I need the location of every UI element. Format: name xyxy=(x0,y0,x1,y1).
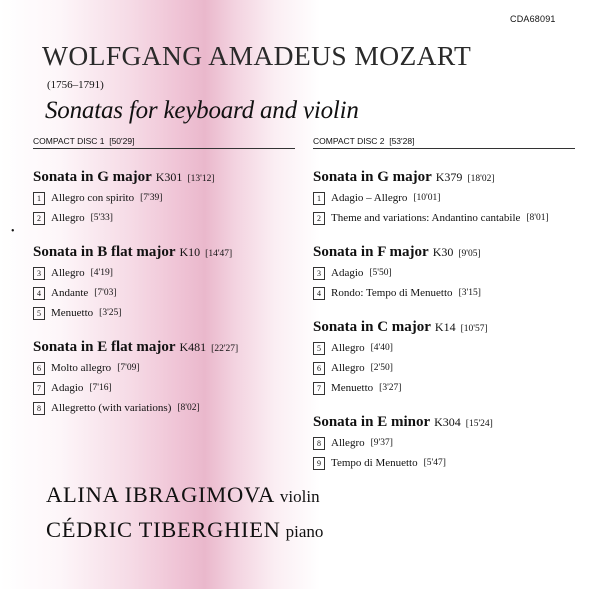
album-subtitle: Sonatas for keyboard and violin xyxy=(45,97,359,124)
track-name: Molto allegro xyxy=(51,362,112,374)
track-number: 2 xyxy=(313,212,325,225)
sonata-title: Sonata in G major xyxy=(33,169,152,185)
disc-label: COMPACT DISC 1 xyxy=(33,136,105,146)
disc-duration: [53'28] xyxy=(389,136,415,146)
sonata-block xyxy=(313,413,575,473)
track-name: Rondo: Tempo di Menuetto xyxy=(331,287,453,299)
track-number: 6 xyxy=(313,362,325,375)
track-name: Allegro con spirito xyxy=(51,192,135,204)
track-duration: [9'37] xyxy=(370,438,393,448)
track-duration: [10'01] xyxy=(413,193,441,203)
track-row xyxy=(313,263,575,283)
composer-dates: (1756–1791) xyxy=(47,79,104,91)
track-number: 4 xyxy=(313,287,325,300)
track-name: Theme and variations: Andantino cantabile xyxy=(331,212,521,224)
track-row xyxy=(313,338,575,358)
margin-mark: • xyxy=(11,226,15,237)
track-number: 8 xyxy=(33,402,45,415)
track-name: Adagio xyxy=(331,267,364,279)
track-duration: [5'50] xyxy=(369,268,392,278)
track-duration: [2'50] xyxy=(370,363,393,373)
track-name: Allegro xyxy=(331,342,365,354)
disc-2-column xyxy=(313,136,575,473)
catalog-number: CDA68091 xyxy=(510,14,556,24)
koechel-number: K481 xyxy=(179,340,207,354)
disc-1-header xyxy=(33,136,295,149)
koechel-number: K14 xyxy=(434,320,456,334)
track-duration: [4'19] xyxy=(90,268,113,278)
sonata-block xyxy=(313,243,575,303)
track-number: 3 xyxy=(33,267,45,280)
sonata-title: Sonata in G major xyxy=(313,169,432,185)
track-number: 7 xyxy=(313,382,325,395)
track-name: Tempo di Menuetto xyxy=(331,457,418,469)
track-row xyxy=(313,208,575,228)
performer-instrument: violin xyxy=(279,487,320,506)
track-number: 9 xyxy=(313,457,325,470)
track-row xyxy=(33,378,295,398)
track-duration: [7'39] xyxy=(140,193,163,203)
performer-pianist xyxy=(46,513,323,548)
track-number: 6 xyxy=(33,362,45,375)
disc-1-column xyxy=(33,136,295,418)
composer-name: WOLFGANG AMADEUS MOZART xyxy=(42,40,472,71)
sonata-duration: [10'57] xyxy=(460,324,488,334)
koechel-number: K304 xyxy=(434,415,461,429)
disc-2-header xyxy=(313,136,575,149)
track-duration: [7'03] xyxy=(94,288,117,298)
performer-instrument: piano xyxy=(285,522,324,541)
track-name: Adagio xyxy=(51,382,84,394)
track-name: Adagio – Allegro xyxy=(331,192,408,204)
koechel-number: K30 xyxy=(432,245,454,259)
sonata-title: Sonata in F major xyxy=(313,244,429,260)
track-name: Allegro xyxy=(51,212,85,224)
disc-label: COMPACT DISC 2 xyxy=(313,136,385,146)
performers xyxy=(46,478,323,548)
koechel-number: K301 xyxy=(155,170,183,184)
track-row xyxy=(33,208,295,228)
sonata-block xyxy=(33,168,295,228)
track-row xyxy=(313,453,575,473)
track-number: 2 xyxy=(33,212,45,225)
track-duration: [5'33] xyxy=(90,213,113,223)
track-row xyxy=(313,433,575,453)
sonata-duration: [18'02] xyxy=(467,174,495,184)
sonata-title: Sonata in C major xyxy=(313,319,431,335)
track-row xyxy=(313,378,575,398)
track-duration: [7'16] xyxy=(89,383,112,393)
track-row xyxy=(313,358,575,378)
sonata-block xyxy=(313,318,575,398)
performer-name: ALINA IBRAGIMOVA xyxy=(46,482,275,507)
sonata-title: Sonata in E flat major xyxy=(33,339,176,355)
sonata-duration: [22'27] xyxy=(211,344,239,354)
sonata-duration: [15'24] xyxy=(465,419,493,429)
track-name: Allegro xyxy=(331,437,365,449)
sonata-block xyxy=(33,338,295,418)
track-row xyxy=(313,283,575,303)
track-duration: [4'40] xyxy=(370,343,393,353)
track-number: 1 xyxy=(33,192,45,205)
track-row xyxy=(33,263,295,283)
track-name: Menuetto xyxy=(51,307,94,319)
track-row xyxy=(33,303,295,323)
track-name: Allegretto (with variations) xyxy=(51,402,172,414)
track-number: 3 xyxy=(313,267,325,280)
track-duration: [8'01] xyxy=(526,213,549,223)
track-number: 5 xyxy=(33,307,45,320)
track-number: 1 xyxy=(313,192,325,205)
track-name: Menuetto xyxy=(331,382,374,394)
track-number: 8 xyxy=(313,437,325,450)
track-duration: [8'02] xyxy=(177,403,200,413)
sonata-title: Sonata in B flat major xyxy=(33,244,176,260)
performer-name: CÉDRIC TIBERGHIEN xyxy=(46,517,281,542)
track-name: Andante xyxy=(51,287,89,299)
track-row xyxy=(33,283,295,303)
disc-duration: [50'29] xyxy=(109,136,135,146)
track-duration: [5'47] xyxy=(423,458,446,468)
track-row xyxy=(33,188,295,208)
track-row xyxy=(33,398,295,418)
track-duration: [7'09] xyxy=(117,363,140,373)
track-name: Allegro xyxy=(331,362,365,374)
track-number: 7 xyxy=(33,382,45,395)
track-row xyxy=(313,188,575,208)
sonata-duration: [13'12] xyxy=(187,174,215,184)
performer-violinist xyxy=(46,478,323,513)
sonata-title: Sonata in E minor xyxy=(313,414,431,430)
sonata-duration: [14'47] xyxy=(205,249,233,259)
sonata-block xyxy=(33,243,295,323)
track-number: 5 xyxy=(313,342,325,355)
sonata-duration: [9'05] xyxy=(458,249,481,259)
sonata-block xyxy=(313,168,575,228)
track-name: Allegro xyxy=(51,267,85,279)
track-number: 4 xyxy=(33,287,45,300)
track-row xyxy=(33,358,295,378)
track-duration: [3'27] xyxy=(379,383,402,393)
koechel-number: K379 xyxy=(435,170,463,184)
koechel-number: K10 xyxy=(179,245,201,259)
track-duration: [3'25] xyxy=(99,308,122,318)
track-duration: [3'15] xyxy=(458,288,481,298)
